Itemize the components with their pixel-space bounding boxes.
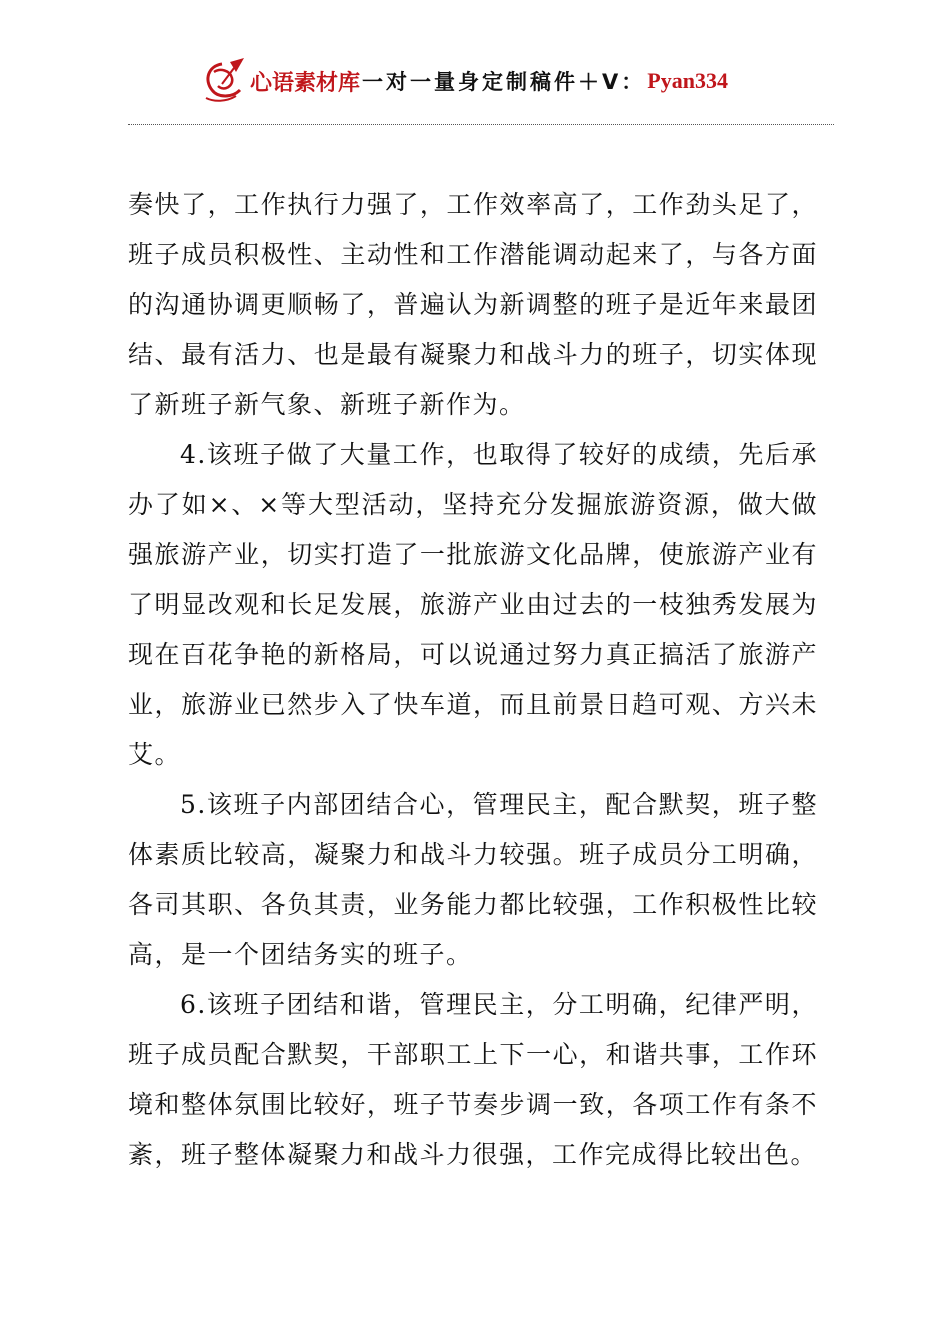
document-body bbox=[128, 180, 818, 1180]
page-header bbox=[200, 58, 728, 104]
header-divider bbox=[128, 124, 834, 125]
header-slogan: 一对一量身定制稿件＋V： bbox=[362, 70, 646, 94]
paragraph-item-5: 5.该班子内部团结合心，管理民主，配合默契，班子整体素质比较高，凝聚力和战斗力较强。班子成员分工明确，各司其职、各负其责，业务能力都比较强，工作积极性比较高，是一个团结务实的班子。 bbox=[128, 790, 818, 969]
quill-swirl-logo-icon bbox=[200, 58, 248, 104]
paragraph-item-4: 4.该班子做了大量工作，也取得了较好的成绩，先后承办了如×、×等大型活动，坚持充分发掘旅游资源，做大做强旅游产业，切实打造了一批旅游文化品牌，使旅游产业有了明显改观和长足发展，旅游产业由过去的一枝独秀发展为现在百花争艳的新格局，可以说通过努力真正搞活了旅游产业，旅游业已然步入了快车道，而且前景日趋可观、方兴未艾。 bbox=[128, 440, 818, 769]
brand-name: 心语素材库 bbox=[250, 69, 361, 96]
contact-id: Pyan334 bbox=[647, 68, 728, 93]
paragraph-continued: 奏快了，工作执行力强了，工作效率高了，工作劲头足了，班子成员积极性、主动性和工作潜能调动起来了，与各方面的沟通协调更顺畅了，普遍认为新调整的班子是近年来最团结、最有活力、也是最有凝聚力和战斗力的班子，切实体现了新班子新气象、新班子新作为。 bbox=[128, 190, 818, 419]
paragraph-item-6: 6.该班子团结和谐，管理民主，分工明确，纪律严明，班子成员配合默契，干部职工上下一心，和谐共事，工作环境和整体氛围比较好，班子节奏步调一致，各项工作有条不紊，班子整体凝聚力和战斗力很强，工作完成得比较出色。 bbox=[128, 990, 818, 1169]
